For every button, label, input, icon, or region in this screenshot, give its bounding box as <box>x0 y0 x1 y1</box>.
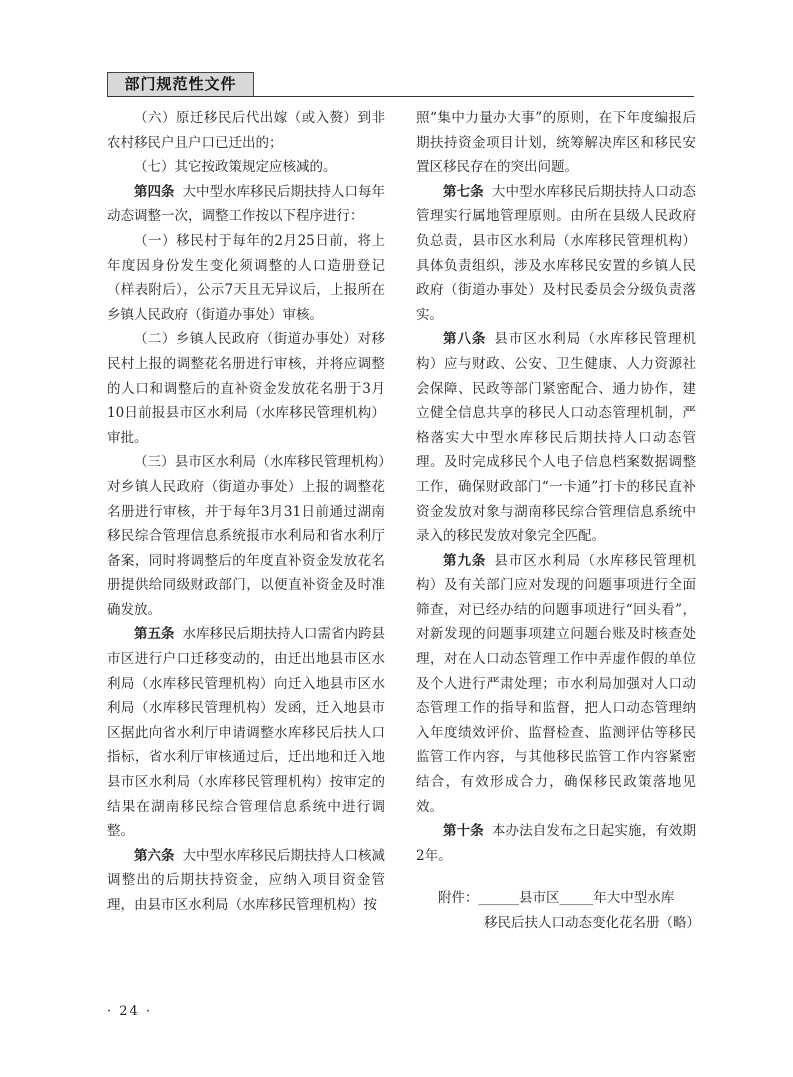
paragraph: 照“集中力量办大事”的原则，在下年度编报后期扶持资金项目计划，统筹解决库区和移民安置区移民存在的突出问题。 <box>416 110 696 176</box>
paragraph: （七）其它按政策规定应核减的。 <box>134 159 337 176</box>
article-number: 第十条 <box>443 823 484 840</box>
header-rule <box>107 96 694 97</box>
paragraph: （二）乡镇人民政府（街道办事处）对移民村上报的调整花名册进行审核，并将应调整的人口和调整后的直补资金发放花名册于3月10日前报县市区水利局（水库移民管理机构）审批。 <box>107 331 385 446</box>
right-column <box>416 106 700 936</box>
article-number: 第七条 <box>443 183 484 200</box>
paragraph: （六）原迁移民后代出嫁（或入赘）到非农村移民户且户口已迁出的； <box>107 110 385 151</box>
article-number: 第六条 <box>134 847 175 864</box>
page-number: · 24 · <box>107 1004 153 1019</box>
article-number: 第四条 <box>134 183 175 200</box>
paragraph: 第七条 大中型水库移民后期扶持人口动态管理实行属地管理原则。由所在县级人民政府负总责，县市区水利局（水库移民管理机构）具体负责组织，涉及水库移民安置的乡镇人民政府（街道办事处）及村民委员会分级负责落实。 <box>416 183 697 323</box>
article-number: 第九条 <box>443 552 487 569</box>
left-column <box>107 106 385 918</box>
paragraph: 第四条 大中型水库移民后期扶持人口每年动态调整一次，调整工作按以下程序进行： <box>107 183 385 225</box>
paragraph: （三）县市区水利局（水库移民管理机构）对乡镇人民政府（街道办事处）上报的调整花名册进行审核，并于每年3月31日前通过湖南移民综合管理信息系统报市水利局和省水利厅备案，同时将调整后的年度直补资金发放花名册提供给同级财政部门，以便直补资金及时准确发放。 <box>107 454 385 618</box>
article-number: 第八条 <box>443 331 487 348</box>
paragraph: 第十条 本办法自发布之日起实施，有效期2年。 <box>416 823 697 864</box>
paragraph: 第五条 水库移民后期扶持人口需省内跨县市区进行户口迁移变动的，由迁出地县市区水利局（水库移民管理机构）向迁入地县市区水利局（水库移民管理机构）发函，迁入地县市区据此向省水利厅申请调整水库移民后扶人口指标，省水利厅审核通过后，迁出地和迁入地县市区水利局（水库移民管理机构）按审定的结果在湖南移民综合管理信息系统中进行调整。 <box>107 626 385 840</box>
paragraph: （一）移民村于每年的2月25日前，将上年度因身份发生变化须调整的人口造册登记（样表附后），公示7天且无异议后，上报所在乡镇人民政府（街道办事处）审核。 <box>107 232 385 323</box>
attachment-line-2: 移民后扶人口动态变化花名册（略） <box>484 915 700 931</box>
paragraph: 第八条 县市区水利局（水库移民管理机构）应与财政、公安、卫生健康、人力资源社会保障、民政等部门紧密配合、通力协作，建立健全信息共享的移民人口动态管理机制，严格落实大中型水库移民后期扶持人口动态管理。及时完成移民个人电子信息档案数据调整工作，确保财政部门“一卡通”打卡的移民直补资金发放对象与湖南移民综合管理信息系统中录入的移民发放对象完全匹配。 <box>416 331 696 545</box>
section-label: 部门规范性文件 <box>107 72 254 97</box>
paragraph: 第九条 县市区水利局（水库移民管理机构）及有关部门应对发现的问题事项进行全面筛查，对已经办结的问题事项进行“回头看”，对新发现的问题事项建立问题台账及时核查处理，对在人口动态管理工作中弄虚作假的单位及个人进行严肃处理；市水利局加强对人口动态管理工作的指导和监督，把人口动态管理纳入年度绩效评价、监督检查、监测评估等移民监管工作内容，与其他移民监管工作内容紧密结合，有效形成合力，确保移民政策落地见效。 <box>416 552 696 815</box>
paragraph: 第六条 大中型水库移民后期扶持人口核减调整出的后期扶持资金，应纳入项目资金管理，由县市区水利局（水库移民管理机构）按 <box>107 847 385 913</box>
attachment-line-1: 附件：______县市区_____年大中型水库 <box>438 890 675 907</box>
article-number: 第五条 <box>134 626 175 643</box>
